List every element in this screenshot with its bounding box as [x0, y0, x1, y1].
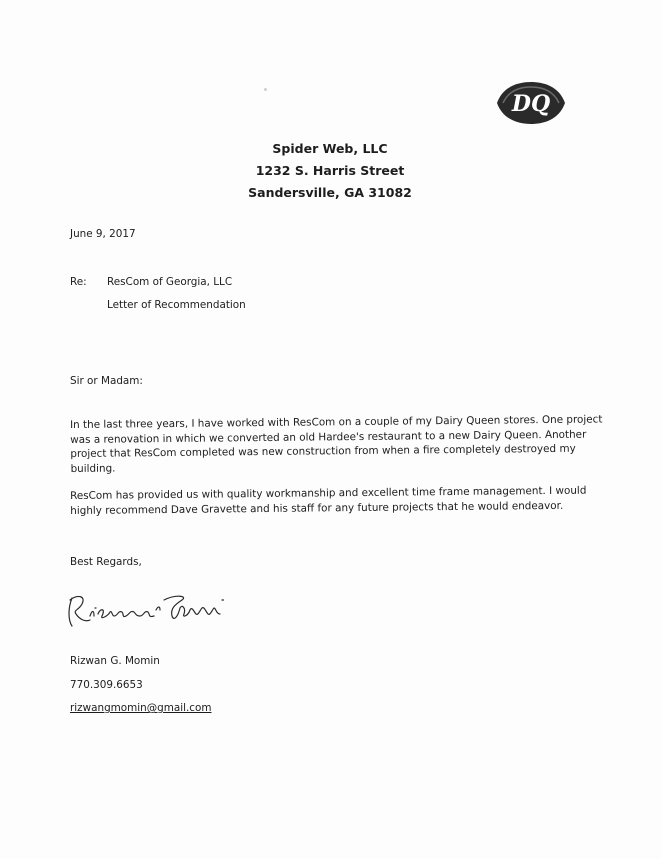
salutation: Sir or Madam: [70, 375, 143, 387]
body-paragraph-1 [70, 413, 603, 476]
company-city: Sandersville, GA 31082 [248, 185, 412, 200]
paragraph-line: ResCom has provided us with quality workmanship and excellent time frame management. I would [70, 484, 587, 502]
signature-stroke [156, 596, 220, 618]
signer-email-link[interactable]: rizwangmomin@gmail.com [70, 702, 212, 714]
paragraph-line: project that ResCom completed was new construction from when a fire completely destroyed my [70, 442, 576, 460]
company-street: 1232 S. Harris Street [255, 163, 405, 178]
dairy-queen-logo-icon [493, 80, 569, 126]
signature-stroke [90, 608, 96, 616]
re-subject-line: Letter of Recommendation [107, 299, 246, 311]
paragraph-line: In the last three years, I have worked with ResCom on a couple of my Dairy Queen stores. One project [70, 413, 603, 431]
paragraph-line: highly recommend Dave Gravette and his staff for any future projects that he would endeavor. [70, 499, 564, 517]
closing: Best Regards, [70, 556, 142, 568]
signature-stroke [98, 610, 154, 618]
body-paragraph-2 [70, 484, 587, 518]
re-label: Re: [70, 276, 87, 288]
scan-speck [264, 88, 267, 91]
paragraph-line: building. [70, 462, 116, 475]
signer-name: Rizwan G. Momin [70, 655, 160, 667]
company-name: Spider Web, LLC [272, 141, 388, 156]
signature-stroke [69, 597, 90, 626]
letter-date: June 9, 2017 [70, 228, 136, 240]
handwritten-signature [64, 586, 234, 630]
signer-phone: 770.309.6653 [70, 679, 143, 691]
paragraph-line: was a renovation in which we converted an old Hardee's restaurant to a new Dairy Queen. Another [70, 428, 587, 446]
re-subject-line: ResCom of Georgia, LLC [107, 276, 233, 288]
logo-text: DQ [511, 91, 551, 117]
letterhead [200, 138, 460, 204]
